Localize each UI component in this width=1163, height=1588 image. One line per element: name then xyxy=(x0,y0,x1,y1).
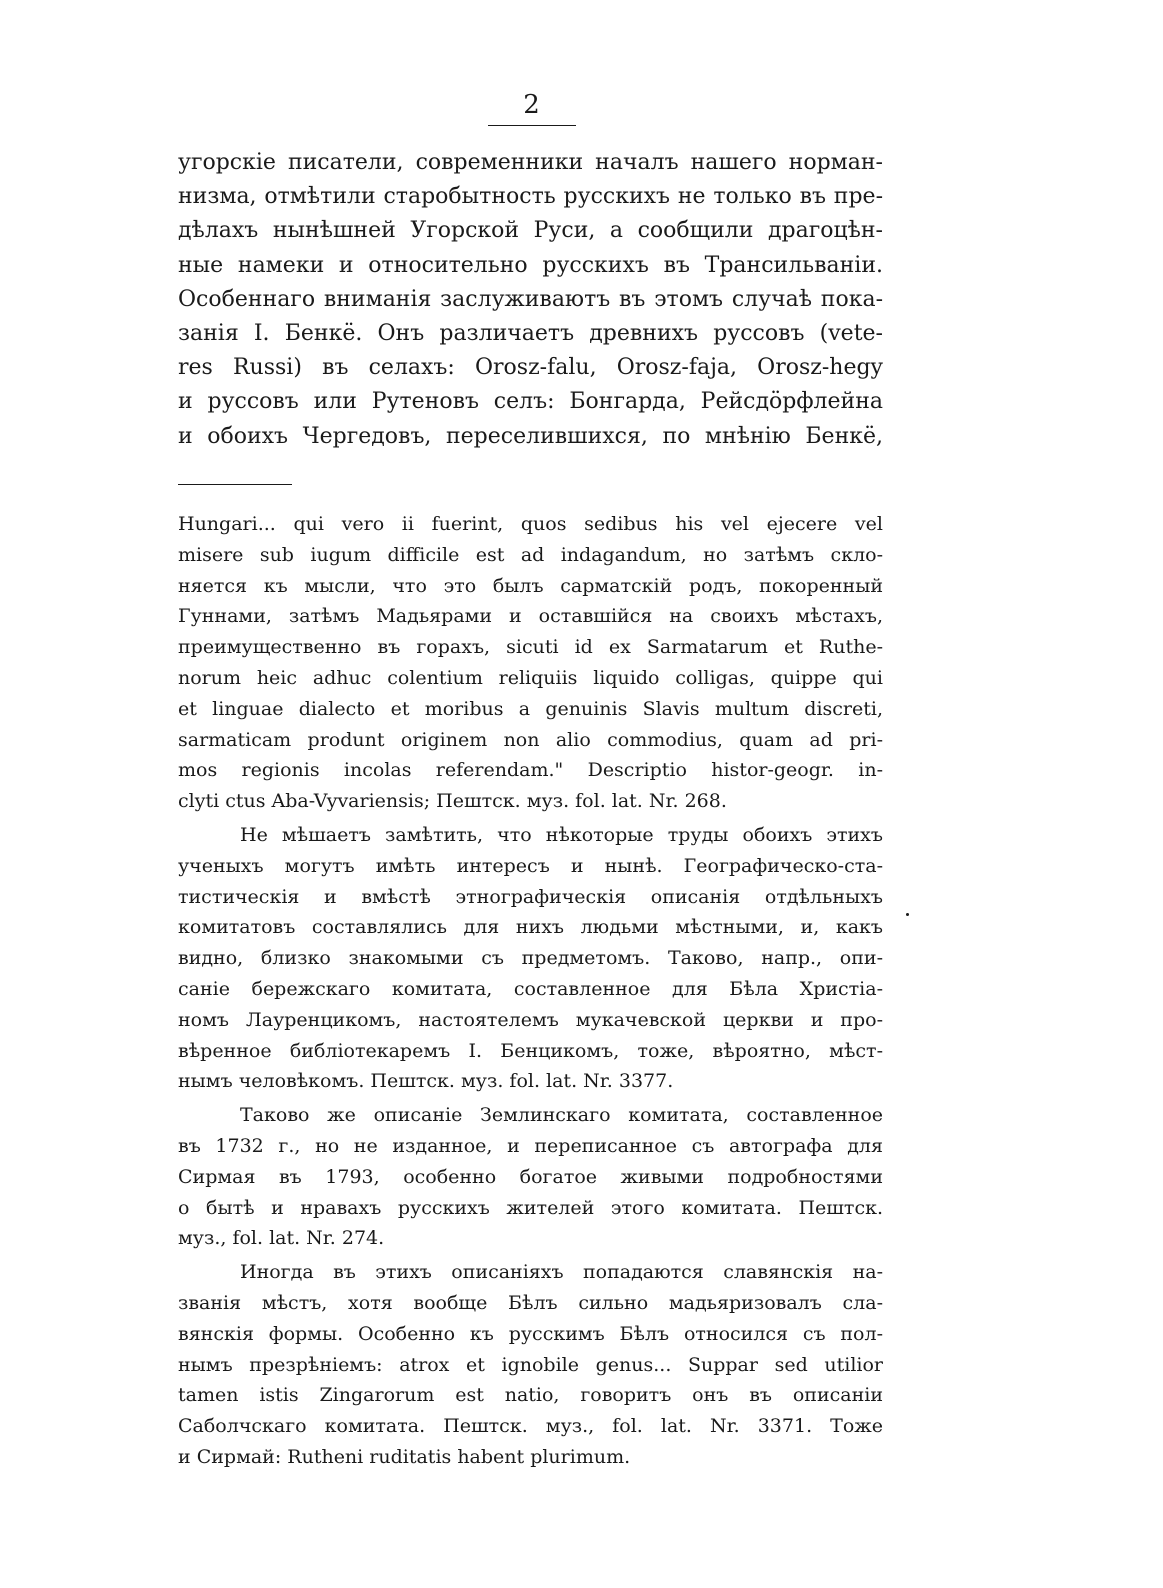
footnote-line: о бытѣ и нравахъ русскихъ жителей этого комитата. Пештск. xyxy=(178,1196,883,1219)
footnote-line: Иногда въ этихъ описаніяхъ попадаются славянскія на- xyxy=(240,1261,883,1284)
footnote-line: Гуннами, затѣмъ Мадьярами и оставшійся на своихъ мѣстахъ, xyxy=(178,605,883,628)
footnote-line: нымъ человѣкомъ. Пештск. муз. fol. lat. Nr. 3377. xyxy=(178,1070,674,1093)
page-number: 2 xyxy=(523,90,541,120)
footnote-line: муз., fol. lat. Nr. 274. xyxy=(178,1227,385,1250)
footnote-paragraph xyxy=(178,1100,883,1254)
main-text-line: Особеннаго вниманія заслуживаютъ въ этомъ случаѣ пока- xyxy=(178,286,883,312)
footnote-line: няется къ мысли, что это былъ сарматскій родъ, покоренный xyxy=(178,574,883,597)
footnote-line: вянскія формы. Особенно къ русскимъ Бѣлъ относился съ пол- xyxy=(178,1322,883,1345)
footnote-line: въ 1732 г., но не изданное, и переписанное съ автографа для xyxy=(178,1134,883,1157)
main-text-line: занія І. Бенкё. Онъ различаетъ древнихъ руссовъ (vete- xyxy=(178,321,883,347)
footnote-line: misere sub iugum difficile est ad indagandum, но затѣмъ скло- xyxy=(178,543,883,566)
footnote-line: et linguae dialecto et moribus a genuinis Slavis multum discreti, xyxy=(178,697,883,720)
footnote-line: званія мѣстъ, хотя вообще Бѣлъ сильно мадьяризовалъ сла- xyxy=(178,1291,883,1314)
footnote-paragraph xyxy=(178,509,883,817)
footnote-line: clyti ctus Aba-Vyvariensis; Пештск. муз. fol. lat. Nr. 268. xyxy=(178,790,727,813)
footnote-line: номъ Лауренцикомъ, настоятелемъ мукачевской церкви и про- xyxy=(178,1008,883,1031)
footnote-separator xyxy=(178,484,292,485)
footnote-line: mos regionis incolas referendam." Descriptio histor-geogr. in- xyxy=(178,759,883,782)
footnote-line: ученыхъ могутъ имѣть интересъ и нынѣ. Географическо-ста- xyxy=(178,854,883,877)
print-speck xyxy=(906,913,909,916)
footnote-line: комитатовъ составлялись для нихъ людьми мѣстными, и, какъ xyxy=(178,916,883,939)
footnote-line: Таково же описаніе Землинскаго комитата, составленное xyxy=(240,1104,883,1127)
footnote-line: и Сирмай: Rutheni ruditatis habent plurimum. xyxy=(178,1445,631,1468)
footnote-line: видно, близко знакомыми съ предметомъ. Таково, напр., опи- xyxy=(178,947,883,970)
main-text-line: ные намеки и относительно русскихъ въ Трансильваніи. xyxy=(178,252,883,278)
footnote-line: тистическія и вмѣстѣ этнографическія описанія отдѣльныхъ xyxy=(178,885,883,908)
footnote-line: нымъ презрѣніемъ: atrox et ignobile genus... Suppar sed utilior xyxy=(178,1353,883,1376)
main-text-line: res Russi) въ селахъ: Orosz-falu, Orosz-faja, Orosz-hegy xyxy=(178,355,883,381)
footnote-line: Сирмая въ 1793, особенно богатое живыми подробностями xyxy=(178,1165,883,1188)
footnote-paragraph xyxy=(178,820,883,1097)
footnote-line: Не мѣшаетъ замѣтить, что нѣкоторые труды обоихъ этихъ xyxy=(240,823,883,846)
footnote-line: Hungari... qui vero ii fuerint, quos sedibus his vel ejecere vel xyxy=(178,513,883,535)
main-text-line: и руссовъ или Рутеновъ селъ: Бонгарда, Рейсдöрфлейна xyxy=(178,389,883,415)
footnote-line: tamen istis Zingarorum est natio, говоритъ онъ въ описаніи xyxy=(178,1384,883,1407)
main-text-line: низма, отмѣтили старобытность русскихъ не только въ пре- xyxy=(178,184,883,210)
footnotes xyxy=(178,509,883,1474)
main-text xyxy=(178,146,883,454)
footnote-line: sarmaticam produnt originem non alio commodius, quam ad pri- xyxy=(178,728,883,751)
footnote-paragraph xyxy=(178,1257,883,1473)
page-number-rule xyxy=(488,125,576,126)
footnote-line: преимущественно въ горахъ, sicuti id ex Sarmatarum et Ruthe- xyxy=(178,636,883,659)
footnote-line: norum heic adhuc colentium reliquiis liquido colligas, quippe qui xyxy=(178,666,883,689)
footnote-line: вѣренное библіотекаремъ І. Бенцикомъ, тоже, вѣроятно, мѣст- xyxy=(178,1039,883,1062)
main-text-line: дѣлахъ нынѣшней Угорской Руси, а сообщили драгоцѣн- xyxy=(178,218,883,244)
main-text-line: угорскіе писатели, современники началъ нашего норман- xyxy=(178,150,883,175)
main-text-line: и обоихъ Чергедовъ, переселившихся, по мнѣнію Бенкё, xyxy=(178,423,883,449)
footnote-line: саніе бережскаго комитата, составленное для Бѣла Христіа- xyxy=(178,977,883,1000)
footnote-line: Саболчскаго комитата. Пештск. муз., fol. lat. Nr. 3371. Тоже xyxy=(178,1415,883,1438)
